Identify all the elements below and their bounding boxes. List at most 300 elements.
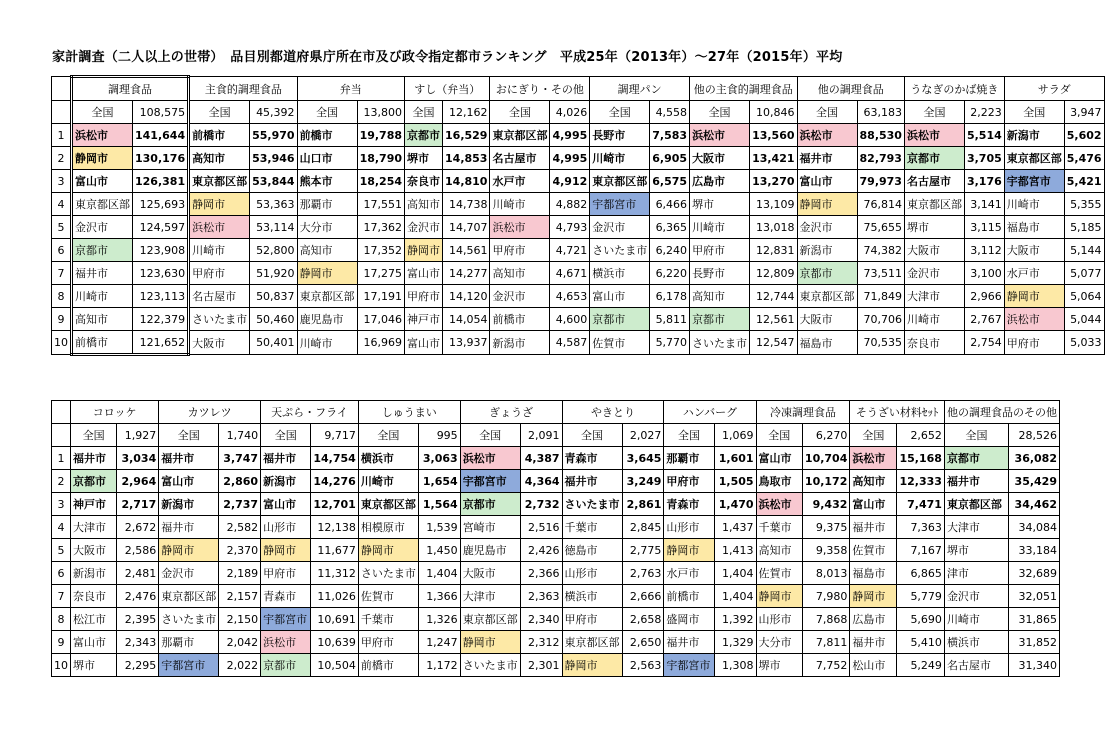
city-name: 高知市 <box>72 308 133 331</box>
city-value: 1,308 <box>714 654 756 677</box>
city-value: 2,860 <box>219 470 261 493</box>
city-value: 53,114 <box>250 216 297 239</box>
city-value: 5,249 <box>897 654 944 677</box>
city-value: 5,064 <box>1064 285 1104 308</box>
city-name: 長野市 <box>690 262 750 285</box>
city-name: 浜松市 <box>756 493 802 516</box>
city-value: 4,995 <box>550 147 590 170</box>
category-header: ハンバーグ <box>664 401 756 424</box>
city-name: 東京都区部 <box>1004 147 1064 170</box>
ranking-row <box>52 585 1060 608</box>
ranking-row <box>52 562 1060 585</box>
city-name: 青森市 <box>562 447 622 470</box>
rank-number: 6 <box>52 562 71 585</box>
city-value: 7,167 <box>897 539 944 562</box>
city-value: 2,295 <box>117 654 159 677</box>
city-value: 17,275 <box>357 262 404 285</box>
city-name: 京都市 <box>690 308 750 331</box>
city-value: 2,426 <box>520 539 562 562</box>
ranking-row <box>52 470 1060 493</box>
national-label: 全国 <box>72 101 133 124</box>
city-name: 京都市 <box>590 308 650 331</box>
city-value: 14,561 <box>443 239 490 262</box>
city-value: 7,868 <box>802 608 849 631</box>
city-value: 36,082 <box>1009 447 1060 470</box>
city-value: 1,413 <box>714 539 756 562</box>
city-name: 京都市 <box>944 447 1008 470</box>
city-name: 新潟市 <box>490 331 550 355</box>
city-name: 福井市 <box>944 470 1008 493</box>
city-name: 名古屋市 <box>944 654 1008 677</box>
category-header: 他の主食的調理食品 <box>690 77 797 101</box>
city-value: 3,034 <box>117 447 159 470</box>
city-name: 長野市 <box>590 124 650 147</box>
city-name: 大津市 <box>460 585 520 608</box>
city-value: 11,677 <box>311 539 358 562</box>
city-value: 4,387 <box>520 447 562 470</box>
city-value: 32,689 <box>1009 562 1060 585</box>
category-header: カツレツ <box>159 401 261 424</box>
rank-cell <box>52 424 71 447</box>
city-value: 1,392 <box>714 608 756 631</box>
city-name: さいたま市 <box>460 654 520 677</box>
category-header: 弁当 <box>297 77 404 101</box>
city-name: 福井市 <box>850 516 897 539</box>
city-value: 14,738 <box>443 193 490 216</box>
city-name: 千葉市 <box>358 608 418 631</box>
city-name: 前橋市 <box>297 124 357 147</box>
national-value: 63,183 <box>857 101 904 124</box>
national-value: 2,223 <box>964 101 1004 124</box>
national-row <box>52 424 1060 447</box>
city-value: 34,084 <box>1009 516 1060 539</box>
city-value: 124,597 <box>133 216 189 239</box>
category-header: そうざい材料ｾｯﾄ <box>850 401 945 424</box>
city-name: 広島市 <box>690 170 750 193</box>
city-value: 53,363 <box>250 193 297 216</box>
city-name: 京都市 <box>72 239 133 262</box>
city-name: 富山市 <box>261 493 311 516</box>
city-value: 1,404 <box>714 562 756 585</box>
city-value: 2,717 <box>117 493 159 516</box>
city-value: 3,249 <box>622 470 664 493</box>
city-name: 高知市 <box>690 285 750 308</box>
city-name: 静岡市 <box>189 193 250 216</box>
city-name: 静岡市 <box>850 585 897 608</box>
city-value: 14,853 <box>443 147 490 170</box>
city-name: 東京都区部 <box>797 285 857 308</box>
rank-number: 1 <box>52 447 71 470</box>
category-header: 冷凍調理食品 <box>756 401 850 424</box>
city-name: 大阪市 <box>797 308 857 331</box>
city-name: 青森市 <box>664 493 714 516</box>
ranking-row <box>52 216 1105 239</box>
city-name: 大阪市 <box>460 562 520 585</box>
city-value: 13,018 <box>750 216 797 239</box>
city-name: 金沢市 <box>944 585 1008 608</box>
city-name: 福井市 <box>71 447 117 470</box>
ranking-row <box>52 516 1060 539</box>
city-name: 奈良市 <box>405 170 443 193</box>
category-header: 他の調理食品のその他 <box>944 401 1059 424</box>
city-value: 2,966 <box>964 285 1004 308</box>
city-name: 東京都区部 <box>562 631 622 654</box>
city-name: さいたま市 <box>690 331 750 355</box>
national-value: 6,270 <box>802 424 849 447</box>
city-name: 浜松市 <box>490 216 550 239</box>
category-header: すし（弁当） <box>405 77 490 101</box>
city-name: 浜松市 <box>904 124 964 147</box>
city-name: 東京都区部 <box>904 193 964 216</box>
city-name: 大津市 <box>71 516 117 539</box>
national-value: 12,162 <box>443 101 490 124</box>
national-value: 2,652 <box>897 424 944 447</box>
city-name: 大阪市 <box>904 239 964 262</box>
city-value: 1,326 <box>418 608 460 631</box>
city-value: 76,814 <box>857 193 904 216</box>
national-label: 全国 <box>944 424 1008 447</box>
city-value: 10,172 <box>802 470 849 493</box>
city-value: 7,363 <box>897 516 944 539</box>
city-value: 5,355 <box>1064 193 1104 216</box>
city-value: 6,575 <box>650 170 690 193</box>
city-value: 1,601 <box>714 447 756 470</box>
ranking-row <box>52 239 1105 262</box>
national-value: 1,069 <box>714 424 756 447</box>
rank-number: 9 <box>52 631 71 654</box>
city-name: 那覇市 <box>159 631 219 654</box>
rank-cell <box>52 101 72 124</box>
city-value: 12,138 <box>311 516 358 539</box>
city-value: 12,701 <box>311 493 358 516</box>
city-name: 横浜市 <box>358 447 418 470</box>
city-value: 3,063 <box>418 447 460 470</box>
city-name: 福井市 <box>261 447 311 470</box>
city-name: 東京都区部 <box>72 193 133 216</box>
city-name: さいたま市 <box>562 493 622 516</box>
city-name: 水戸市 <box>490 170 550 193</box>
city-value: 35,429 <box>1009 470 1060 493</box>
city-value: 12,561 <box>750 308 797 331</box>
city-value: 4,912 <box>550 170 590 193</box>
city-value: 2,343 <box>117 631 159 654</box>
city-name: 新潟市 <box>261 470 311 493</box>
city-name: 東京都区部 <box>159 585 219 608</box>
city-name: 金沢市 <box>159 562 219 585</box>
city-value: 4,995 <box>550 124 590 147</box>
city-name: 甲府市 <box>664 470 714 493</box>
city-value: 2,861 <box>622 493 664 516</box>
city-value: 9,375 <box>802 516 849 539</box>
national-label: 全国 <box>1004 101 1064 124</box>
rank-number: 7 <box>52 585 71 608</box>
city-name: 静岡市 <box>460 631 520 654</box>
city-value: 14,810 <box>443 170 490 193</box>
city-name: 山口市 <box>297 147 357 170</box>
category-header: 他の調理食品 <box>797 77 904 101</box>
category-header: 調理パン <box>590 77 690 101</box>
city-value: 2,157 <box>219 585 261 608</box>
city-name: 前橋市 <box>664 585 714 608</box>
city-name: 熊本市 <box>297 170 357 193</box>
city-name: 広島市 <box>850 608 897 631</box>
city-name: 松山市 <box>850 654 897 677</box>
city-value: 125,693 <box>133 193 189 216</box>
city-value: 6,220 <box>650 262 690 285</box>
city-name: 京都市 <box>460 493 520 516</box>
ranking-row <box>52 193 1105 216</box>
city-name: 横浜市 <box>562 585 622 608</box>
city-name: 静岡市 <box>297 262 357 285</box>
rank-number: 3 <box>52 493 71 516</box>
city-value: 122,379 <box>133 308 189 331</box>
city-value: 126,381 <box>133 170 189 193</box>
city-value: 1,437 <box>714 516 756 539</box>
city-value: 71,849 <box>857 285 904 308</box>
city-value: 16,529 <box>443 124 490 147</box>
city-name: 堺市 <box>71 654 117 677</box>
city-name: 福井市 <box>797 147 857 170</box>
national-label: 全国 <box>297 101 357 124</box>
city-name: 名古屋市 <box>189 285 250 308</box>
city-name: 京都市 <box>904 147 964 170</box>
city-value: 8,013 <box>802 562 849 585</box>
city-name: 東京都区部 <box>460 608 520 631</box>
city-name: 甲府市 <box>490 239 550 262</box>
ranking-row <box>52 608 1060 631</box>
city-name: 佐賀市 <box>756 562 802 585</box>
city-name: 山形市 <box>756 608 802 631</box>
national-label: 全国 <box>261 424 311 447</box>
city-value: 10,704 <box>802 447 849 470</box>
city-value: 13,560 <box>750 124 797 147</box>
national-value: 1,927 <box>117 424 159 447</box>
ranking-row <box>52 262 1105 285</box>
city-name: 福島市 <box>850 562 897 585</box>
city-name: 堺市 <box>690 193 750 216</box>
city-value: 1,404 <box>714 585 756 608</box>
city-value: 2,312 <box>520 631 562 654</box>
city-value: 12,744 <box>750 285 797 308</box>
city-value: 1,654 <box>418 470 460 493</box>
city-value: 4,587 <box>550 331 590 355</box>
city-name: 川崎市 <box>690 216 750 239</box>
city-value: 50,401 <box>250 331 297 355</box>
national-label: 全国 <box>562 424 622 447</box>
city-name: 鹿児島市 <box>460 539 520 562</box>
city-value: 14,276 <box>311 470 358 493</box>
city-value: 6,905 <box>650 147 690 170</box>
city-value: 2,666 <box>622 585 664 608</box>
national-label: 全国 <box>358 424 418 447</box>
city-value: 9,358 <box>802 539 849 562</box>
city-value: 19,788 <box>357 124 404 147</box>
city-name: 高知市 <box>850 470 897 493</box>
city-name: 浜松市 <box>189 216 250 239</box>
city-value: 12,831 <box>750 239 797 262</box>
city-name: 前橋市 <box>490 308 550 331</box>
city-value: 5,185 <box>1064 216 1104 239</box>
city-value: 10,639 <box>311 631 358 654</box>
city-value: 5,421 <box>1064 170 1104 193</box>
city-name: 宮崎市 <box>460 516 520 539</box>
city-name: 宇都宮市 <box>159 654 219 677</box>
city-name: 静岡市 <box>664 539 714 562</box>
city-name: 甲府市 <box>358 631 418 654</box>
city-name: 京都市 <box>405 124 443 147</box>
city-name: 大津市 <box>904 285 964 308</box>
city-name: 奈良市 <box>71 585 117 608</box>
city-name: 那覇市 <box>664 447 714 470</box>
city-name: 大阪市 <box>690 147 750 170</box>
city-value: 5,410 <box>897 631 944 654</box>
city-name: 宇都宮市 <box>590 193 650 216</box>
city-value: 2,022 <box>219 654 261 677</box>
rank-number: 8 <box>52 285 72 308</box>
city-value: 3,141 <box>964 193 1004 216</box>
city-value: 2,476 <box>117 585 159 608</box>
ranking-row <box>52 447 1060 470</box>
city-name: 鳥取市 <box>756 470 802 493</box>
national-label: 全国 <box>490 101 550 124</box>
ranking-row <box>52 170 1105 193</box>
rank-number: 1 <box>52 124 72 147</box>
city-name: 甲府市 <box>562 608 622 631</box>
city-name: 高知市 <box>756 539 802 562</box>
city-value: 3,115 <box>964 216 1004 239</box>
city-value: 2,516 <box>520 516 562 539</box>
city-name: 新潟市 <box>797 239 857 262</box>
city-value: 82,793 <box>857 147 904 170</box>
city-name: 千葉市 <box>562 516 622 539</box>
city-value: 13,937 <box>443 331 490 355</box>
city-name: 堺市 <box>405 147 443 170</box>
rank-number: 6 <box>52 239 72 262</box>
city-name: 川崎市 <box>297 331 357 355</box>
national-label: 全国 <box>460 424 520 447</box>
city-value: 13,270 <box>750 170 797 193</box>
city-name: 堺市 <box>944 539 1008 562</box>
ranking-row <box>52 493 1060 516</box>
city-value: 1,539 <box>418 516 460 539</box>
city-value: 1,450 <box>418 539 460 562</box>
city-value: 18,254 <box>357 170 404 193</box>
city-value: 1,404 <box>418 562 460 585</box>
ranking-table-1 <box>51 75 1105 356</box>
city-name: 富山市 <box>405 262 443 285</box>
city-value: 2,767 <box>964 308 1004 331</box>
city-name: 福井市 <box>159 516 219 539</box>
city-value: 70,535 <box>857 331 904 355</box>
city-name: 山形市 <box>664 516 714 539</box>
city-name: 金沢市 <box>590 216 650 239</box>
category-header: やきとり <box>562 401 664 424</box>
city-value: 18,790 <box>357 147 404 170</box>
city-value: 10,691 <box>311 608 358 631</box>
city-value: 2,150 <box>219 608 261 631</box>
city-value: 2,586 <box>117 539 159 562</box>
category-header: コロッケ <box>71 401 159 424</box>
city-value: 123,113 <box>133 285 189 308</box>
city-name: 宇都宮市 <box>261 608 311 631</box>
city-name: 川崎市 <box>590 147 650 170</box>
category-header: うなぎのかば焼き <box>904 77 1004 101</box>
national-value: 3,947 <box>1064 101 1104 124</box>
city-value: 55,970 <box>250 124 297 147</box>
city-name: 富山市 <box>797 170 857 193</box>
city-name: 福井市 <box>850 631 897 654</box>
national-value: 4,558 <box>650 101 690 124</box>
city-name: 徳島市 <box>562 539 622 562</box>
city-name: 大阪市 <box>1004 239 1064 262</box>
city-value: 2,658 <box>622 608 664 631</box>
city-value: 1,172 <box>418 654 460 677</box>
city-value: 13,109 <box>750 193 797 216</box>
city-value: 5,033 <box>1064 331 1104 355</box>
category-header: しゅうまい <box>358 401 460 424</box>
city-name: 静岡市 <box>1004 285 1064 308</box>
city-name: 甲府市 <box>690 239 750 262</box>
city-name: 富山市 <box>71 631 117 654</box>
category-header: 主食的調理食品 <box>189 77 297 101</box>
city-value: 34,462 <box>1009 493 1060 516</box>
city-value: 4,364 <box>520 470 562 493</box>
city-name: 高知市 <box>405 193 443 216</box>
city-name: 大阪市 <box>71 539 117 562</box>
category-header: ぎょうざ <box>460 401 562 424</box>
city-value: 2,732 <box>520 493 562 516</box>
city-name: 佐賀市 <box>590 331 650 355</box>
city-value: 5,476 <box>1064 147 1104 170</box>
city-value: 1,329 <box>714 631 756 654</box>
city-value: 12,809 <box>750 262 797 285</box>
city-value: 17,362 <box>357 216 404 239</box>
category-header: おにぎり・その他 <box>490 77 590 101</box>
national-value: 13,800 <box>357 101 404 124</box>
city-name: 川崎市 <box>944 608 1008 631</box>
ranking-row <box>52 539 1060 562</box>
city-name: 金沢市 <box>490 285 550 308</box>
city-value: 6,240 <box>650 239 690 262</box>
city-name: 川崎市 <box>72 285 133 308</box>
city-value: 53,946 <box>250 147 297 170</box>
national-value: 108,575 <box>133 101 189 124</box>
city-name: 堺市 <box>756 654 802 677</box>
city-name: 川崎市 <box>904 308 964 331</box>
ranking-row <box>52 308 1105 331</box>
city-value: 2,754 <box>964 331 1004 355</box>
city-name: 高知市 <box>297 239 357 262</box>
city-name: 水戸市 <box>664 562 714 585</box>
city-value: 121,652 <box>133 331 189 355</box>
city-value: 52,800 <box>250 239 297 262</box>
ranking-row <box>52 147 1105 170</box>
city-name: 金沢市 <box>405 216 443 239</box>
city-value: 14,120 <box>443 285 490 308</box>
national-label: 全国 <box>904 101 964 124</box>
city-value: 13,421 <box>750 147 797 170</box>
city-name: 宇都宮市 <box>664 654 714 677</box>
header-corner <box>52 401 71 424</box>
city-value: 14,754 <box>311 447 358 470</box>
national-value: 9,717 <box>311 424 358 447</box>
city-name: 金沢市 <box>797 216 857 239</box>
ranking-row <box>52 331 1105 355</box>
rank-number: 8 <box>52 608 71 631</box>
city-value: 2,845 <box>622 516 664 539</box>
city-name: 京都市 <box>797 262 857 285</box>
city-value: 50,837 <box>250 285 297 308</box>
